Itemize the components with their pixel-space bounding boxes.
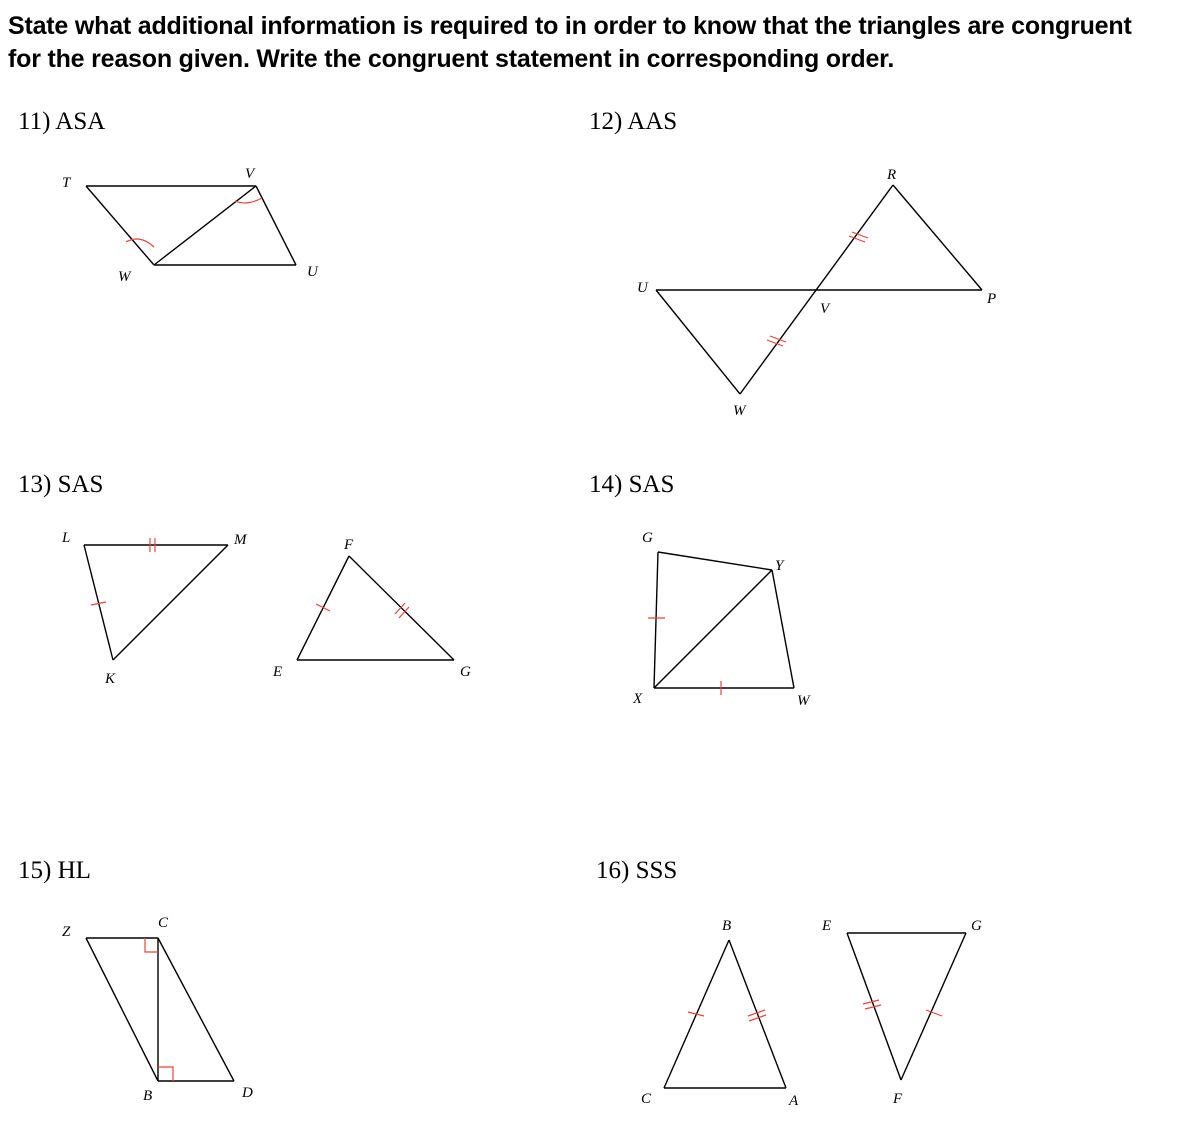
figure-13 xyxy=(61,530,471,687)
figure-14 xyxy=(632,530,811,709)
vertex-label-g: G xyxy=(460,664,471,680)
vertex-label-b: B xyxy=(722,918,732,934)
problem-12-reason: AAS xyxy=(627,108,678,135)
vertex-label-w: W xyxy=(118,269,131,285)
vertex-label-d: D xyxy=(242,1085,253,1101)
tick-mark-ef-1 xyxy=(863,1000,879,1004)
segment-lk xyxy=(84,545,113,660)
tick-mark-fg xyxy=(926,1010,942,1016)
vertex-label-c: C xyxy=(641,1091,652,1107)
vertex-label-f: F xyxy=(893,1091,903,1107)
problem-16-reason: SSS xyxy=(635,857,678,884)
segment-rp xyxy=(893,185,982,290)
angle-mark-w xyxy=(126,239,154,247)
vertex-label-a: A xyxy=(789,1093,799,1109)
problem-15-reason: HL xyxy=(57,857,91,884)
problem-14-number: 14) xyxy=(589,471,623,498)
segment-uw xyxy=(656,290,740,394)
vertex-label-b: B xyxy=(143,1088,153,1104)
vertex-label-y: Y xyxy=(775,558,784,574)
vertex-label-f: F xyxy=(344,537,354,553)
problem-13-reason: SAS xyxy=(57,471,104,498)
segment-gy xyxy=(658,552,772,570)
figure-11 xyxy=(62,166,319,285)
problem-13-number: 13) xyxy=(18,471,52,498)
vertex-label-x: X xyxy=(633,691,643,707)
segment-wv xyxy=(154,186,256,265)
problem-14-reason: SAS xyxy=(628,471,675,498)
vertex-label-w: W xyxy=(733,403,746,419)
segment-tw xyxy=(86,186,154,265)
vertex-label-z: Z xyxy=(62,924,71,940)
segment-vu xyxy=(256,186,296,265)
problem-12-number: 12) xyxy=(589,108,623,135)
tick-mark-ef xyxy=(316,604,330,611)
instructions-line-2: for the reason given. Write the congruent statement in corresponding order. xyxy=(8,45,895,73)
right-angle-mark-b xyxy=(158,1067,173,1081)
segment-km xyxy=(113,545,228,660)
vertex-label-p: P xyxy=(987,291,997,307)
segment-fg xyxy=(349,556,454,660)
problem-11-number: 11) xyxy=(18,108,51,135)
vertex-label-v: V xyxy=(245,166,255,182)
segment-cd xyxy=(158,938,234,1081)
vertex-label-g: G xyxy=(971,918,982,934)
vertex-label-e: E xyxy=(822,918,832,934)
vertex-label-l: L xyxy=(62,530,71,546)
vertex-label-g: G xyxy=(642,530,653,546)
vertex-label-m: M xyxy=(234,532,247,548)
figure-16 xyxy=(641,918,982,1109)
vertex-label-w: W xyxy=(797,693,810,709)
vertex-label-u: U xyxy=(307,264,318,280)
segment-gx xyxy=(654,552,658,688)
vertex-label-v: V xyxy=(820,301,830,317)
segment-zb xyxy=(86,938,158,1081)
problem-15-number: 15) xyxy=(18,857,52,884)
segment-yw xyxy=(772,570,794,688)
vertex-label-k: K xyxy=(105,671,116,687)
figure-15 xyxy=(62,915,253,1104)
instructions-line-1: State what additional information is required to in order to know that the triangles are congruent xyxy=(8,12,1132,40)
vertex-label-u: U xyxy=(637,280,648,296)
vertex-label-c: C xyxy=(158,915,169,931)
figure-12 xyxy=(637,167,996,419)
vertex-label-e: E xyxy=(273,664,283,680)
right-angle-mark-c xyxy=(145,938,158,952)
problem-16-number: 16) xyxy=(596,857,630,884)
segment-fg xyxy=(901,933,966,1080)
vertex-label-r: R xyxy=(887,167,897,183)
vertex-label-t: T xyxy=(62,175,71,191)
segment-ba xyxy=(729,940,786,1088)
problem-11-reason: ASA xyxy=(55,108,106,135)
segment-xy xyxy=(654,570,772,688)
